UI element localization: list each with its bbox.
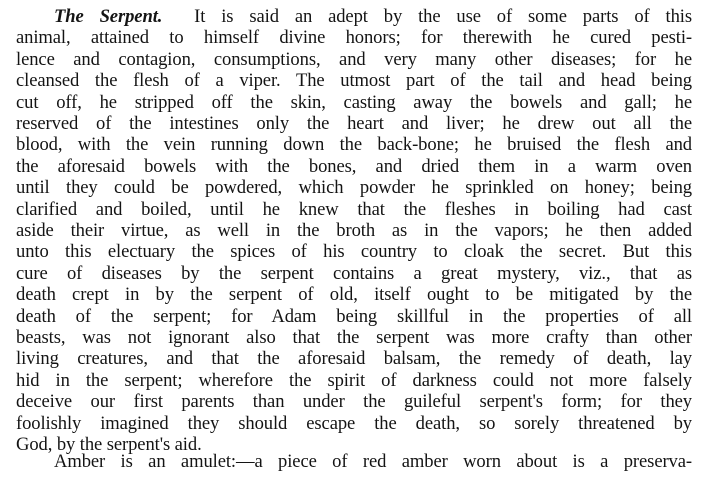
paragraph-line-20: foolishly imagined they should escape the death, so sorely threatened by <box>16 412 692 434</box>
paragraph-line-19: deceive our first parents than under the guileful serpent's form; for they <box>16 391 692 413</box>
paragraph-line-7: blood, with the vein running down the back-bone; he bruised the flesh and <box>16 134 692 156</box>
paragraph-line-9: until they could be powdered, which powder he sprinkled on honey; being <box>16 177 692 199</box>
paragraph-line-8: the aforesaid bowels with the bones, and dried them in a warm oven <box>16 155 692 177</box>
paragraph-line-22: Amber is an amulet:—a piece of red amber worn about is a preserva- <box>54 451 692 473</box>
paragraph-line-15: death of the serpent; for Adam being skillful in the properties of all <box>16 305 692 327</box>
line-text: It is said an adept by the use of some parts of this <box>194 6 693 27</box>
paragraph-line-18: hid in the serpent; wherefore the spirit of darkness could not more falsely <box>16 369 692 391</box>
paragraph-line-11: aside their virtue, as well in the broth as in the vapors; he then added <box>16 220 692 241</box>
paragraph-line-13: cure of diseases by the serpent contains a great mystery, viz., that as <box>16 262 692 284</box>
paragraph-line-14: death crept in by the serpent of old, itself ought to be mitigated by the <box>16 284 692 306</box>
paragraph-line-21: God, by the serpent's aid. <box>16 434 202 455</box>
paragraph-line-17: living creatures, and that the aforesaid balsam, the remedy of death, lay <box>16 348 692 370</box>
paragraph-line-1 <box>54 6 692 27</box>
paragraph-line-4: cleansed the flesh of a viper. The utmost part of the tail and head being <box>16 70 692 92</box>
paragraph-line-5: cut off, he stripped off the skin, casting away the bowels and gall; he <box>16 91 692 113</box>
paragraph-line-2: animal, attained to himself divine honors; for therewith he cured pesti- <box>16 27 692 49</box>
section-title: The Serpent. <box>54 6 163 27</box>
paragraph-line-6: reserved of the intestines only the heart and liver; he drew out all the <box>16 113 692 134</box>
paragraph-line-3: lence and contagion, consumptions, and very many other diseases; for he <box>16 48 692 70</box>
paragraph-line-12: unto this electuary the spices of his country to cloak the secret. But this <box>16 241 692 263</box>
paragraph-line-10: clarified and boiled, until he knew that the fleshes in boiling had cast <box>16 198 692 220</box>
paragraph-line-16: beasts, was not ignorant also that the serpent was more crafty than other <box>16 327 692 348</box>
